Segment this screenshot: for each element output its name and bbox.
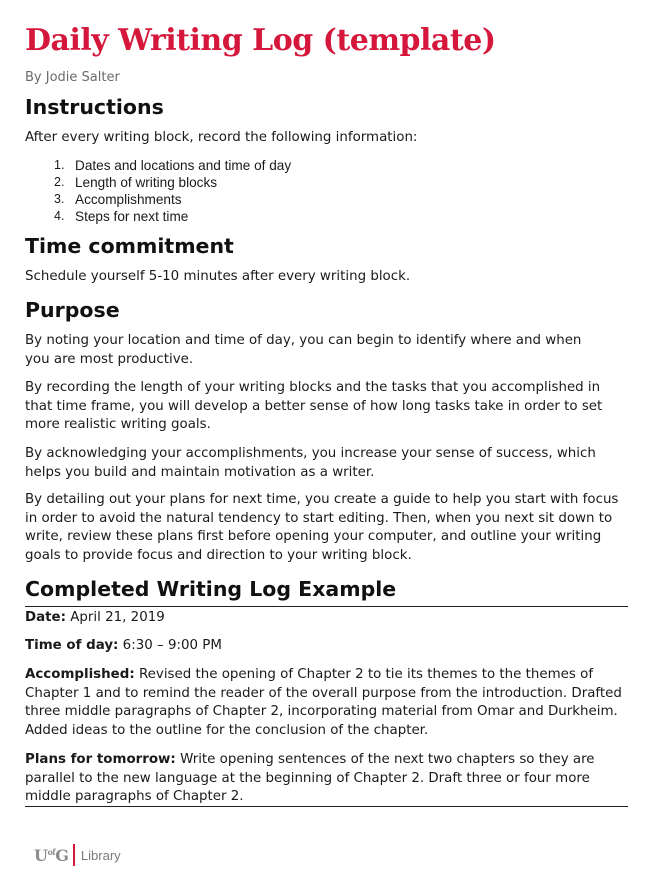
list-item-text: Dates and locations and time of day bbox=[75, 158, 292, 173]
logo-library-text: Library bbox=[80, 847, 121, 863]
list-item bbox=[25, 191, 291, 208]
accomplished-value: Revised the opening of Chapter 2 to tie its themes to the themes of Chapter 1 and to remind the reader of the overall purpose from the introduction. Drafted three middle paragraphs of Chapter 2, incorporating material from Omar and Durkheim. Added ideas to the outline for the conclusion of the chapter. bbox=[25, 667, 622, 738]
uofg-library-logo bbox=[34, 844, 121, 866]
list-item-text: Steps for next time bbox=[75, 209, 189, 224]
purpose-paragraph: By detailing out your plans for next time, you create a guide to help you start with focus in order to avoid the natural tendency to start editing. Then, when you next sit down to write, review these plans first before opening your computer, and outline your writing goals to provide focus and direction to your writing block. bbox=[25, 492, 619, 563]
purpose-paragraph: By recording the length of your writing blocks and the tasks that you accomplished in that time frame, you will develop a better sense of how long tasks take in order to set more realistic writing goals. bbox=[25, 380, 603, 433]
list-item-text: Accomplishments bbox=[75, 192, 182, 207]
example-top-divider bbox=[25, 606, 628, 607]
list-item bbox=[25, 157, 291, 174]
document-title: Daily Writing Log (template) bbox=[25, 23, 496, 58]
list-item-number: 2. bbox=[54, 175, 65, 189]
example-bottom-divider bbox=[25, 806, 628, 807]
list-item bbox=[25, 208, 291, 225]
purpose-paragraph: By noting your location and time of day, you can begin to identify where and when you are most productive. bbox=[25, 333, 582, 367]
time-value: 6:30 – 9:00 PM bbox=[122, 638, 222, 653]
plans-label: Plans for tomorrow: bbox=[25, 752, 176, 767]
uofg-logo-mark: $U^{of}G$ bbox=[34, 845, 69, 865]
instructions-steps-list bbox=[25, 157, 291, 225]
list-item-text: Length of writing blocks bbox=[75, 175, 218, 190]
accomplished-label: Accomplished: bbox=[25, 667, 135, 682]
list-item bbox=[25, 174, 291, 191]
list-item-number: 3. bbox=[54, 192, 65, 206]
example-time bbox=[25, 637, 628, 656]
example-heading: Completed Writing Log Example bbox=[25, 577, 397, 601]
list-item-number: 1. bbox=[54, 158, 65, 172]
time-commitment-heading: Time commitment bbox=[25, 234, 234, 258]
instructions-heading: Instructions bbox=[25, 95, 164, 119]
plans-value: Write opening sentences of the next two chapters so they are parallel to the new language at the beginning of Chapter 2. Draft three or four more middle paragraphs of Chapter 2. bbox=[25, 752, 595, 805]
purpose-heading: Purpose bbox=[25, 298, 120, 322]
purpose-paragraph: By acknowledging your accomplishments, you increase your sense of success, which helps you build and maintain motivation as a writer. bbox=[25, 446, 596, 480]
example-plans bbox=[25, 751, 628, 807]
example-date bbox=[25, 609, 628, 628]
time-commitment-text: Schedule yourself 5-10 minutes after every writing block. bbox=[25, 269, 411, 284]
date-label: Date: bbox=[25, 610, 66, 625]
time-label: Time of day: bbox=[25, 638, 119, 653]
author-byline: By Jodie Salter bbox=[25, 70, 120, 85]
list-item-number: 4. bbox=[54, 209, 65, 223]
example-accomplished bbox=[25, 666, 623, 740]
date-value: April 21, 2019 bbox=[70, 610, 165, 625]
logo-divider bbox=[73, 844, 75, 866]
instructions-intro: After every writing block, record the following information: bbox=[25, 130, 418, 145]
